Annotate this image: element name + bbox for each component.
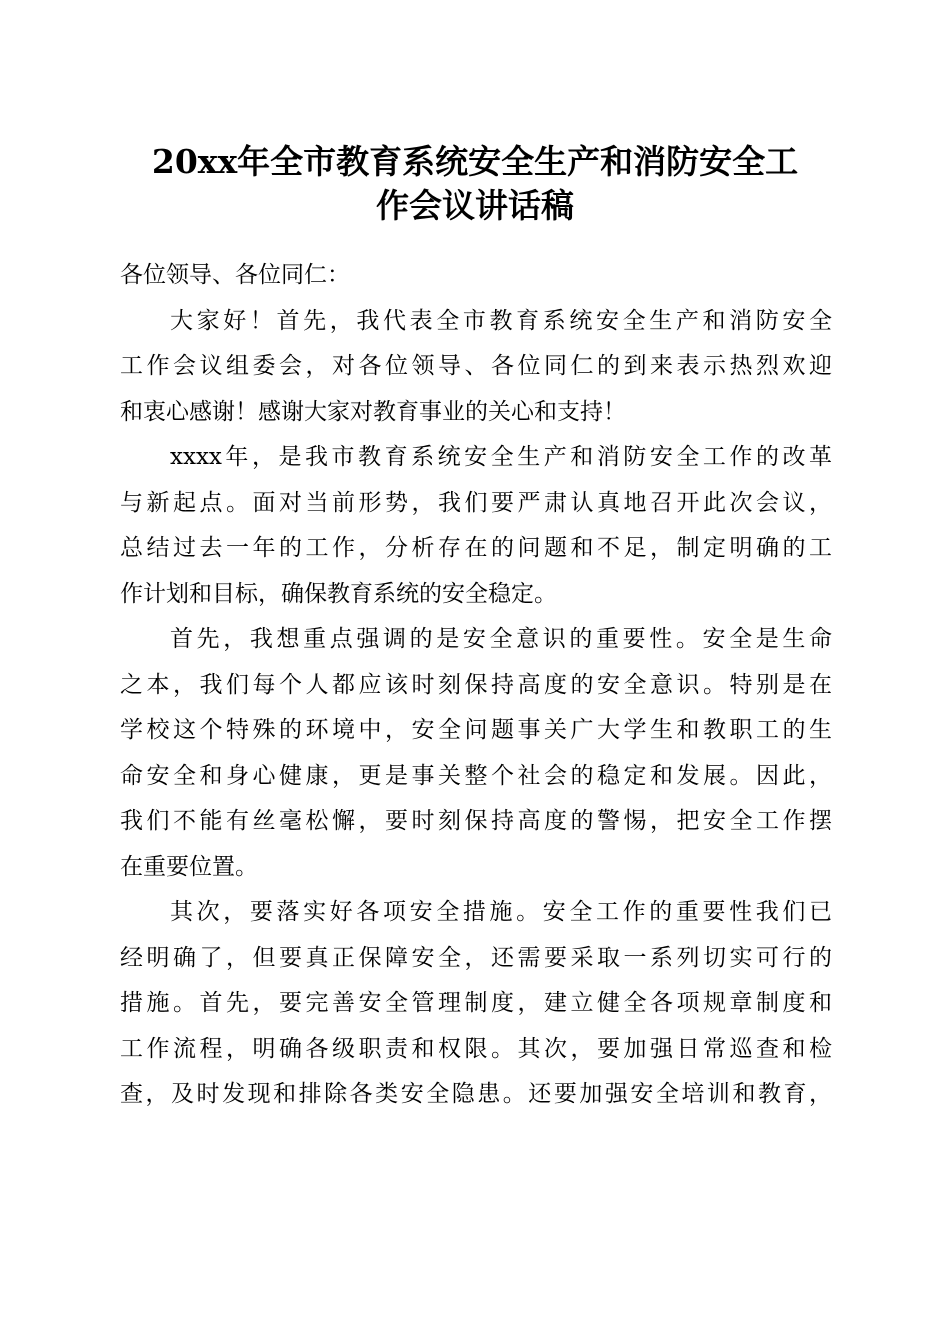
paragraph-line: 我们不能有丝毫松懈，要时刻保持高度的警惕，把安全工作摆 bbox=[120, 808, 832, 834]
paragraph-4 bbox=[120, 890, 832, 1118]
paragraph-line: 命安全和身心健康，更是事关整个社会的稳定和发展。因此， bbox=[120, 762, 832, 789]
paragraph-line: xxxx年，是我市教育系统安全生产和消防安全工作的改革 bbox=[170, 444, 832, 470]
paragraph-line: 大家好！首先，我代表全市教育系统安全生产和消防安全 bbox=[170, 307, 832, 334]
paragraph-line: 与新起点。面对当前形势，我们要严肃认真地召开此次会议， bbox=[120, 489, 832, 516]
paragraph-2 bbox=[120, 435, 832, 617]
title-line-2: 作会议讲话稿 bbox=[376, 186, 574, 225]
paragraph-line: 经明确了，但要真正保障安全，还需要采取一系列切实可行的 bbox=[120, 944, 832, 971]
paragraph-line: 其次，要落实好各项安全措施。安全工作的重要性我们已 bbox=[170, 899, 832, 925]
paragraph-line: 措施。首先，要完善安全管理制度，建立健全各项规章制度和 bbox=[120, 990, 832, 1016]
paragraph-line: 在重要位置。 bbox=[120, 853, 258, 880]
paragraph-line: 首先，我想重点强调的是安全意识的重要性。安全是生命 bbox=[170, 626, 832, 652]
paragraph-line: 工作流程，明确各级职责和权限。其次，要加强日常巡查和检 bbox=[120, 1035, 832, 1062]
paragraph-3 bbox=[120, 617, 832, 890]
paragraph-line: 查，及时发现和排除各类安全隐患。还要加强安全培训和教育， bbox=[120, 1081, 832, 1107]
paragraph-1 bbox=[120, 299, 832, 436]
paragraph-line: 作计划和目标，确保教育系统的安全稳定。 bbox=[120, 580, 557, 607]
greeting: 各位领导、各位同仁： bbox=[120, 262, 350, 288]
document-body bbox=[120, 253, 832, 1118]
paragraph-line: 学校这个特殊的环境中，安全问题事关广大学生和教职工的生 bbox=[120, 717, 832, 743]
paragraph-line: 之本，我们每个人都应该时刻保持高度的安全意识。特别是在 bbox=[120, 671, 832, 698]
document-title bbox=[100, 140, 850, 228]
title-line-1: 20xx年全市教育系统安全生产和消防安全工 bbox=[151, 142, 799, 181]
paragraph-line: 工作会议组委会，对各位领导、各位同仁的到来表示热烈欢迎 bbox=[120, 353, 832, 379]
paragraph-line: 和衷心感谢！感谢大家对教育事业的关心和支持！ bbox=[120, 398, 626, 425]
paragraph-line: 总结过去一年的工作，分析存在的问题和不足，制定明确的工 bbox=[120, 535, 832, 561]
